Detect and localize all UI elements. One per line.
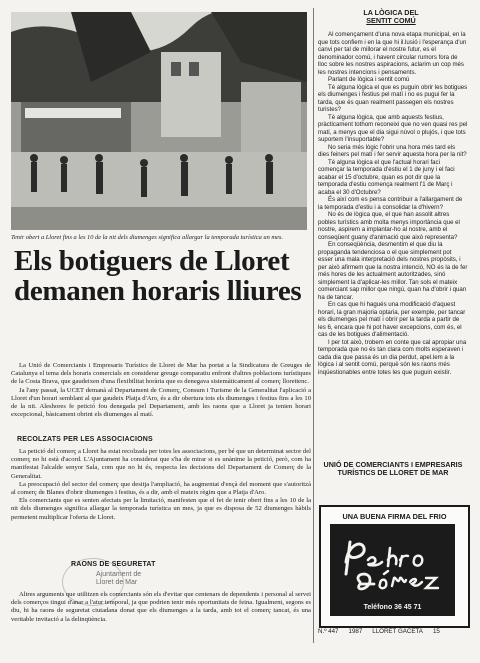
photo-of-street-shops-icon: [11, 12, 307, 230]
footer-issue: N.º 447: [318, 628, 339, 635]
sidebar-heading-line: SENTIT COMÚ: [366, 16, 416, 25]
body-paragraph: Els comerciants que es senten afectats per la limitació, manifesten que el fet de tenir obert fins a les 10 de la nit dels diumenges significa allargar la temporada turística un mes, ja que es disposa de 52 diumenges hàbils permetent multiplicar l'oferta de Lloret.: [11, 497, 311, 521]
sidebar-paragraph: No seria més lògic l'obrir una hora més tard els dies feiners pel matí i fer servir aquesta hora per la nit?: [318, 143, 467, 158]
article-photo: [11, 12, 307, 230]
body-paragraph: La preocupació del sector del comerç que desitja l'ampliació, ha augmentat d'ençà del moment que s'autoritzà al comerç de Blanes d'obrir diumenges i festius, és a dir, amb el mateix règim que a Platja d'Aro.: [11, 480, 311, 497]
sidebar-paragraph: En conseqüència, desmentim el que diu la propaganda tendenciosa o el que simplement pot esser una mala interpretació dels nostres propòsits, i per això afirmem que la nostra intenció, NO és la de fer més hores de les actualment autoritzades, sinó simplement la d'aplicar-les millor. Tan sols el mateix comerciant sap millor que ningú, quan ha d'obrir i quan ha de tancar.: [318, 241, 468, 301]
subheading-security: RAONS DE SEGURETAT: [71, 561, 156, 568]
sidebar-paragraph: Té alguna lògica, que amb aquests festius, pràcticament tothom reconeixi que no ven quasi res pel matí, a menys que el dia sigui núvol o plujós, i que tots suportem l'insuportable?: [318, 113, 468, 143]
article-headline: Els botiguers de Lloret demanen horaris lliures: [14, 245, 302, 307]
sidebar-paragraph: Parlant de lògica i sentit comú: [328, 76, 410, 83]
column-divider: [313, 8, 314, 643]
article-body-section: [11, 448, 311, 522]
sidebar-paragraph: Té alguna lògica el que es puguin obrir les botigues els diumenges i festius pel matí i no es pugui fer la tarda, que és quan realment passegen els nostres turistes?: [318, 83, 468, 113]
sidebar-paragraph: No és de lògica que, el que han assolit altres pobles turístics amb molta menys importància que el nostre, aspirem a implantar-ho al nostre, amb el conseqüent guany d'animació que això representa?: [318, 211, 460, 241]
pedro-gomez-signature-logo: [340, 534, 446, 598]
article-lead: [11, 362, 311, 419]
sidebar-column: [318, 31, 468, 376]
ad-phone: Teléfono 36 45 71: [363, 604, 422, 611]
stamp-text: Ajuntament de Lloret de Mar: [96, 571, 142, 586]
photo-caption: Tenir obert a Lloret fins a les 10 de la nit dels diumenges significa allargar la temporada turística un mes.: [11, 234, 283, 241]
sidebar-heading-line: LA LÒGICA DEL: [363, 8, 419, 17]
subheading-associations: RECOLZATS PER LES ASSOCIACIONS: [17, 436, 153, 443]
sidebar-signature: UNIÓ DE COMERCIANTS I EMPRESARIS TURÍSTICS DE LLORET DE MAR: [323, 460, 463, 478]
footer-publication: LLORET GACETA: [372, 628, 423, 635]
footer-year: 1987: [348, 628, 363, 635]
sidebar-paragraph: Té alguna lògica el que l'actual horari faci començar la temporada d'estiu el 1 de juny i el faci acabar el 15 d'octubre, quan es pot dir que la temporada d'estiu comença realment l'1 de Març i acaba el 30 d'Octubre?: [318, 158, 455, 196]
sidebar-paragraph: I per tot això, trobem en conte que cal apropiar una temporada que no és tan clara com molts esperaven i cada dia que passa és un dia perdut, apel.lem a la lògica i al sentit comú, perquè són les raons més inqüestionables entre totes les que puguin existir.: [318, 338, 467, 376]
lead-paragraph: Ja l'any passat, la UCET demanà al Departament de Comerç, Consum i Turisme de la Generalitat l'aplicació a Lloret d'un horari semblant al que gaudeix Platja d'Aro, és a dir obertura tots els diumenges i festius fins a les 10 de la nit. Aleshores fe petició fou denegada pel Departament, amb les raons que a Lloret ja tenien horari excepcional, bàsicament obrint els diumenges al matí.: [11, 386, 311, 419]
ad-logo-box: [330, 524, 455, 616]
sidebar-paragraph: És així com es pensa contribuir a l'allargament de la temporada d'estiu i a consolidar la d'hivern?: [318, 196, 463, 211]
body-paragraph: La petició del comerç a Lloret ha estat recolzada per totes les associacions, per bé que un determinat sector del comerç no hi està d'acord. L'Ajuntament ha considerat que s'ha de mirar si es unànime la petició, però, com ha manifestat l'alcalde senyor Sala, com que no hi és, respecta les decisions del Departament de Comerç de la Generalitat.: [11, 448, 311, 480]
lead-paragraph: La Unió de Comerciants i Empresaris Turístics de Lloret de Mar ha portat a la Sindicatura de Greuges de Catalunya el tema dels horaris comercials en considerar greuge comparatiu enfront d'altres poblacions turístiques de la Costa Brava, que gaudeixen d'una flexibilitat horària que es denegava sistemàticament al comerç llorettenc.: [11, 362, 311, 386]
sidebar-paragraph: Al començament d'una nova etapa municipal, en la que tots confiem i en la que hi il.lusió i l'esperança d'un canvi per tal de millorar el nostre futur, es el denominador comú, i havent circular rumors fora de lloc sobre les nostres aspiracions, aclarim un cop més les nostres intencions i pensaments.: [318, 31, 467, 76]
sidebar-paragraph: En cas que hi hagués una modificació d'aquest horari, la gran majoria optaria, per exemple, per tancar els diumenges pel matí i obrir per la tarda a partir de les 6, encara que hi pot haver excepcions, com és, el cas de les botigues d'alimentació.: [318, 301, 466, 338]
body-paragraph: Altres arguments que utilitzen els comerciants són els d'evitar que centenars de dependents i personal al servei dels comerços tingui d'anar a l'atur temporal, ja que podrien tenir més oportunitats de feina. Igualment, segons es diu, hi ha raons de seguretat ciutadana donat que els diumenges a la tarda, amb tot el comerç tancat, és una veritable invitació a la delinqüència.: [11, 591, 311, 623]
article-body-section: [11, 591, 311, 624]
footer-page-number: 15: [432, 628, 440, 635]
ad-title: UNA BUENA FIRMA DEL FRIO: [342, 512, 447, 521]
sidebar-heading: [346, 9, 436, 25]
advertisement: [319, 505, 470, 628]
page-footer: [318, 628, 468, 635]
